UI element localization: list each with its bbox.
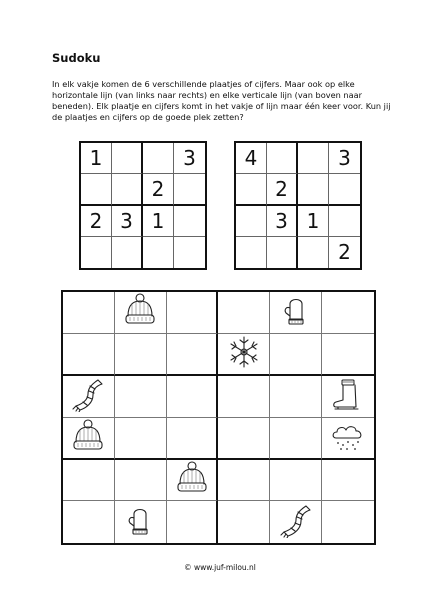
picture-cell[interactable]	[167, 418, 219, 460]
picture-cell[interactable]	[218, 376, 270, 418]
picture-cell[interactable]	[270, 292, 322, 334]
picture-cell[interactable]	[270, 501, 322, 543]
sudoku-cell[interactable]: 4	[236, 143, 267, 174]
sudoku-cell[interactable]	[112, 143, 143, 174]
picture-cell[interactable]	[270, 376, 322, 418]
picture-cell[interactable]	[218, 334, 270, 376]
sudoku-cell[interactable]	[81, 174, 112, 205]
sudoku-cell[interactable]	[298, 143, 329, 174]
number-sudoku-left	[79, 141, 207, 270]
scarf-icon	[276, 502, 316, 542]
copyright-footer: © www.juf-milou.nl	[184, 563, 256, 572]
picture-cell[interactable]	[167, 501, 219, 543]
sudoku-cell[interactable]	[236, 206, 267, 237]
boot-icon	[328, 376, 368, 416]
picture-cell[interactable]	[63, 292, 115, 334]
picture-cell[interactable]	[167, 334, 219, 376]
picture-cell[interactable]	[63, 418, 115, 460]
sudoku-cell[interactable]	[112, 237, 143, 268]
picture-cell[interactable]	[115, 501, 167, 543]
sudoku-cell[interactable]: 2	[267, 174, 298, 205]
picture-cell[interactable]	[63, 460, 115, 502]
sudoku-cell[interactable]	[298, 237, 329, 268]
picture-cell[interactable]	[63, 334, 115, 376]
sudoku-cell[interactable]: 2	[338, 240, 351, 265]
sudoku-cell[interactable]	[174, 174, 205, 205]
sudoku-cell[interactable]	[329, 174, 360, 205]
sudoku-cell[interactable]: 2	[81, 206, 112, 237]
sudoku-cell[interactable]: 3	[329, 143, 360, 174]
sudoku-cell[interactable]: 1	[143, 206, 174, 237]
scarf-icon	[68, 376, 108, 416]
sudoku-cell[interactable]: 3	[267, 206, 298, 237]
picture-cell[interactable]	[115, 292, 167, 334]
sudoku-cell[interactable]	[236, 174, 267, 205]
sudoku-cell[interactable]	[298, 174, 329, 205]
picture-cell[interactable]	[167, 460, 219, 502]
sudoku-cell[interactable]	[143, 143, 174, 174]
sudoku-cell[interactable]: 2	[143, 174, 174, 205]
picture-cell[interactable]	[115, 334, 167, 376]
picture-cell[interactable]	[322, 501, 374, 543]
picture-cell[interactable]	[322, 334, 374, 376]
picture-cell[interactable]	[218, 501, 270, 543]
picture-cell[interactable]	[322, 418, 374, 460]
sudoku-cell[interactable]	[174, 206, 205, 237]
picture-cell[interactable]	[218, 292, 270, 334]
sudoku-cell[interactable]	[81, 237, 112, 268]
picture-cell[interactable]	[167, 292, 219, 334]
snowflake-icon	[224, 334, 264, 374]
picture-cell[interactable]	[218, 418, 270, 460]
mitten-icon	[276, 292, 316, 332]
sudoku-cell[interactable]	[174, 237, 205, 268]
sudoku-cell[interactable]: 3	[112, 206, 143, 237]
hat-icon	[120, 292, 160, 332]
sudoku-cell[interactable]	[236, 237, 267, 268]
picture-cell[interactable]	[218, 460, 270, 502]
sudoku-cell[interactable]	[267, 143, 298, 174]
sudoku-cell[interactable]	[112, 174, 143, 205]
sudoku-cell[interactable]: 3	[174, 143, 205, 174]
snow-cloud-icon	[328, 418, 368, 458]
picture-cell[interactable]	[63, 501, 115, 543]
picture-cell[interactable]	[322, 376, 374, 418]
picture-cell[interactable]	[270, 418, 322, 460]
picture-cell[interactable]	[115, 460, 167, 502]
instructions-text: In elk vakje komen de 6 verschillende plaatjes of cijfers. Maar ook op elke horizontale lijn (van links naar rechts) en elke verticale lijn (van boven naar beneden). Elk plaatje en cijfers komt in het vakje of lijn maar één keer voor. Kun jij de plaatjes en cijfers op de goede plek zetten?	[52, 79, 391, 122]
picture-cell[interactable]	[270, 460, 322, 502]
mitten-icon	[120, 502, 160, 542]
picture-cell[interactable]	[270, 334, 322, 376]
number-sudoku-right	[234, 141, 362, 270]
picture-cell[interactable]	[167, 376, 219, 418]
page-title: Sudoku	[52, 51, 101, 65]
sudoku-cell[interactable]	[267, 237, 298, 268]
sudoku-cell[interactable]	[329, 206, 360, 237]
picture-cell[interactable]	[63, 376, 115, 418]
picture-cell[interactable]	[322, 460, 374, 502]
picture-cell[interactable]	[322, 292, 374, 334]
picture-cell[interactable]	[115, 376, 167, 418]
instructions	[52, 79, 402, 123]
hat-icon	[68, 418, 108, 458]
hat-icon	[172, 460, 212, 500]
picture-cell[interactable]	[115, 418, 167, 460]
sudoku-cell[interactable]: 1	[298, 206, 329, 237]
picture-sudoku	[61, 290, 376, 545]
sudoku-cell[interactable]	[143, 237, 174, 268]
sudoku-cell[interactable]: 1	[81, 143, 112, 174]
